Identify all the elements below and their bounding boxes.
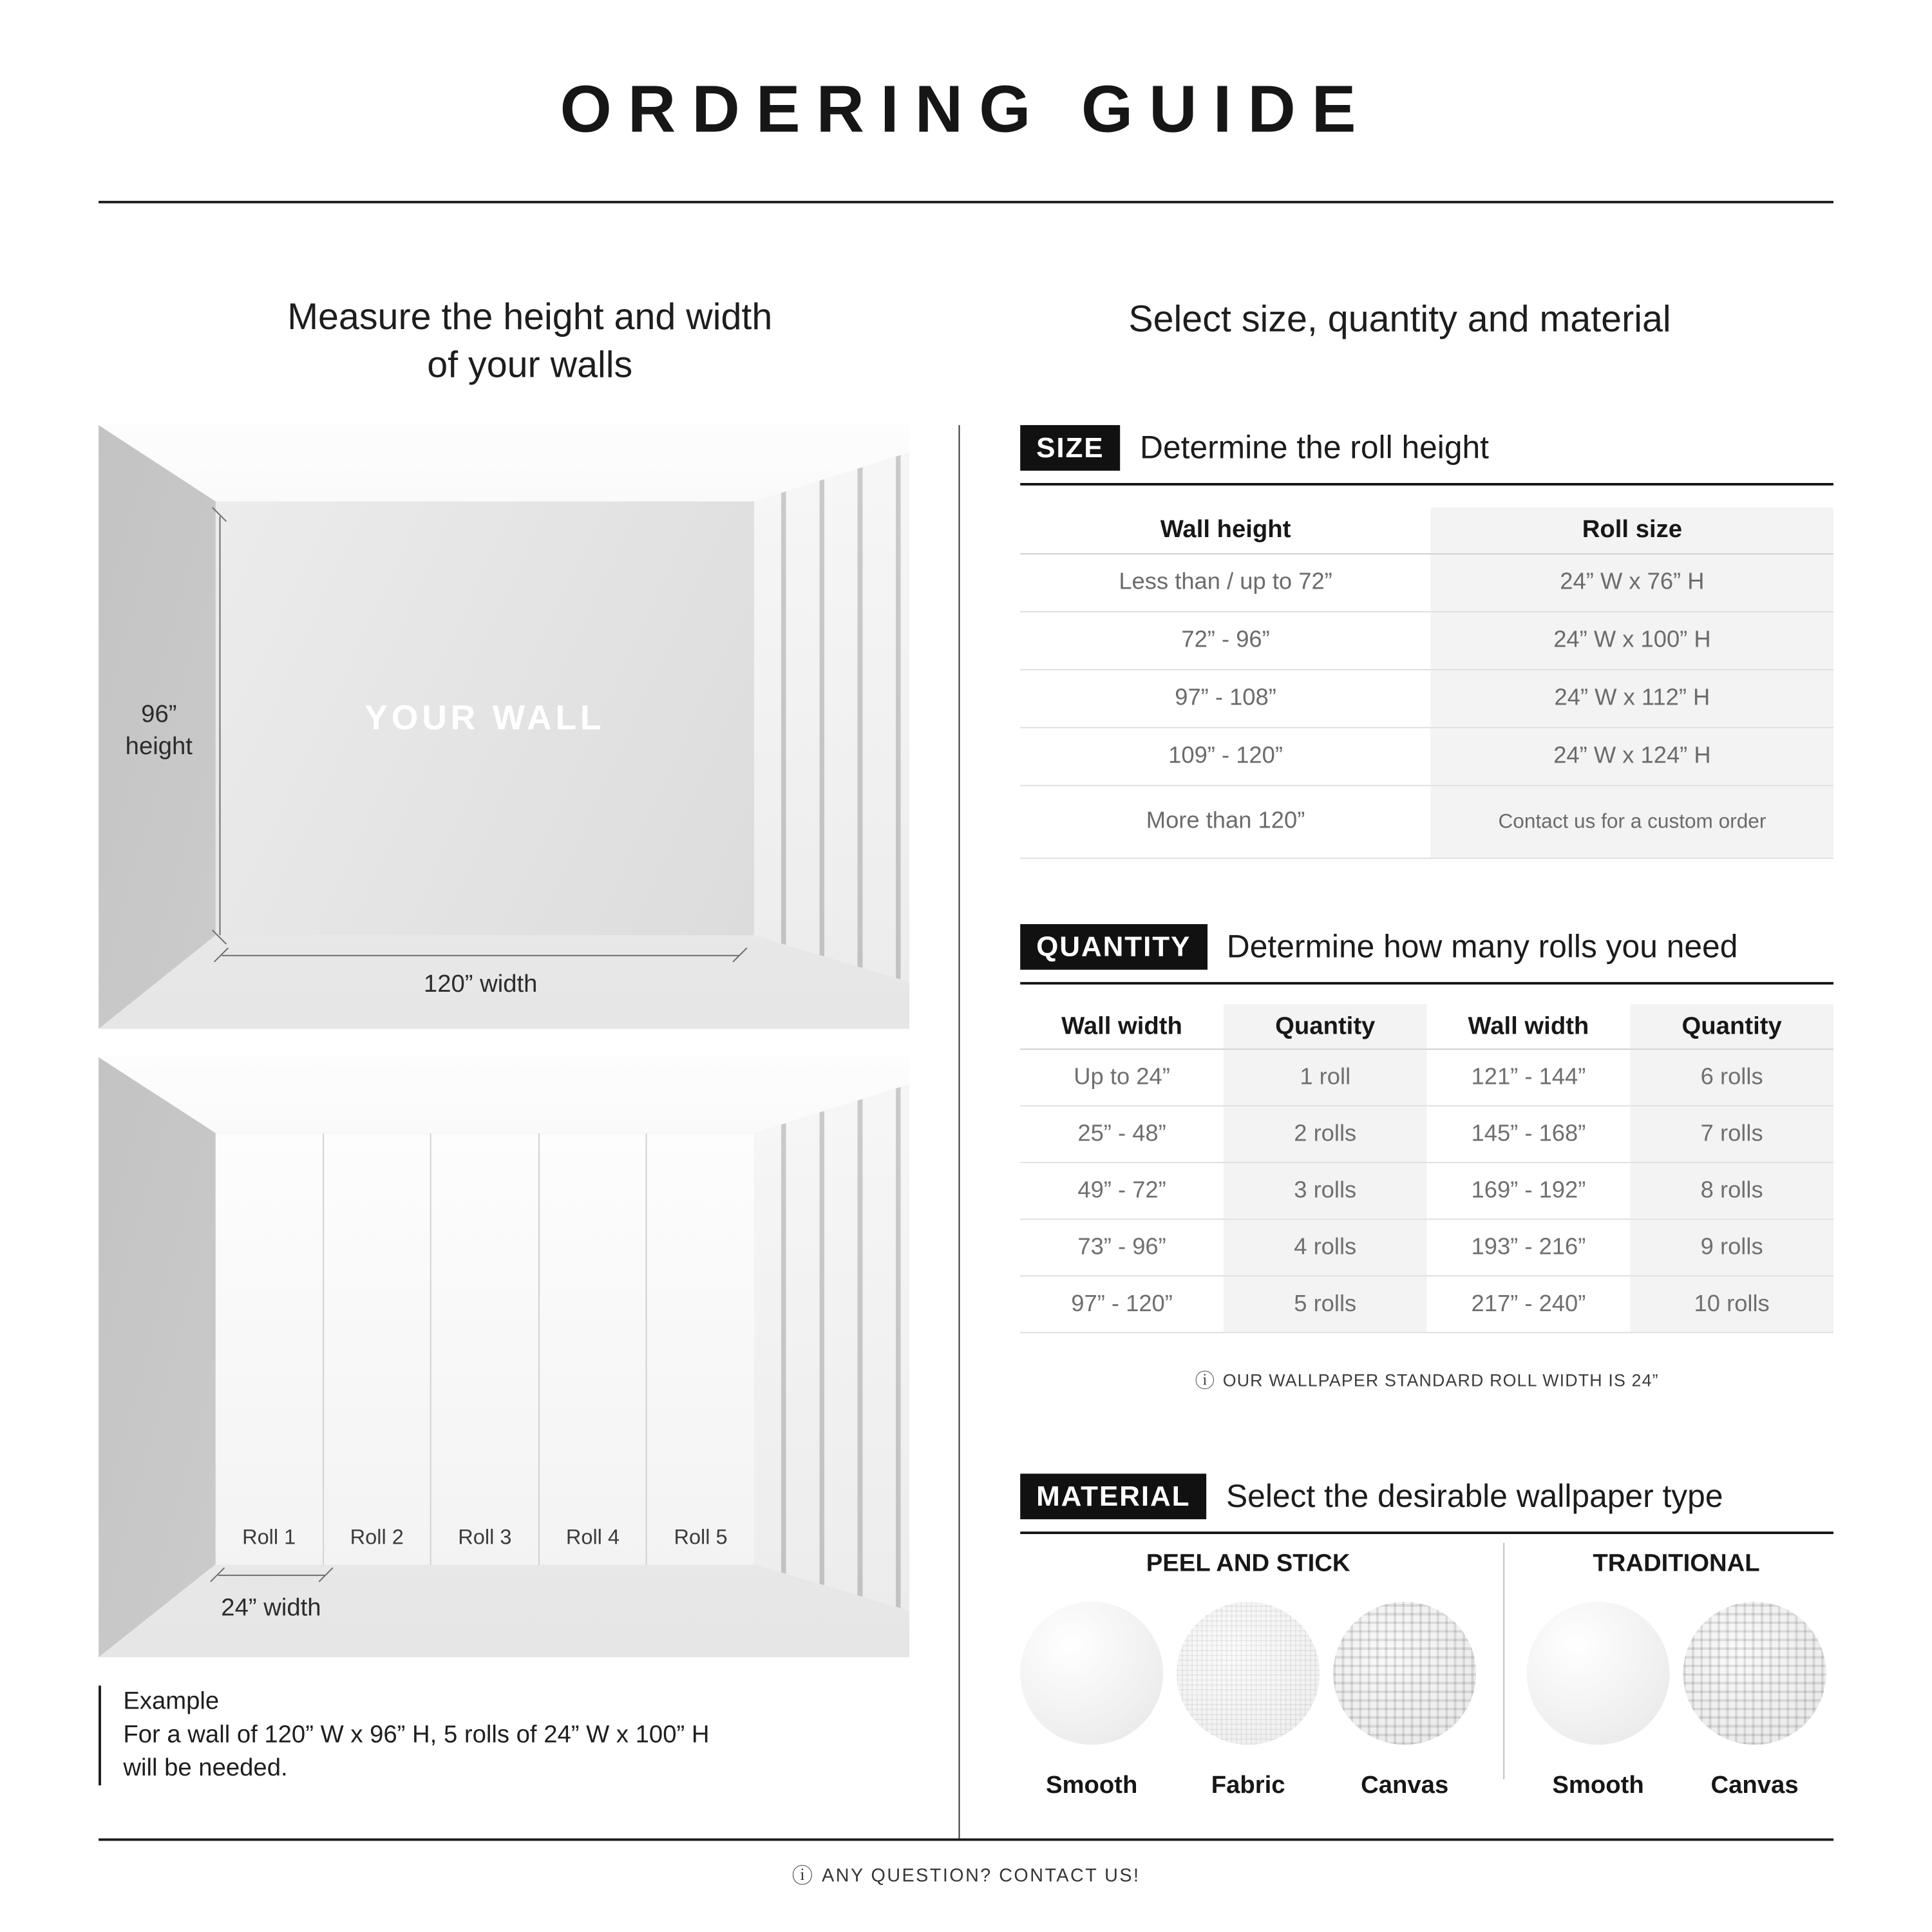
quantity-table-row	[1020, 1220, 1833, 1276]
your-wall-label: YOUR WALL	[365, 698, 605, 737]
roll-panel-label: Roll 4	[565, 1524, 620, 1549]
example-line2: will be needed.	[123, 1754, 288, 1782]
size-table-row	[1020, 728, 1833, 786]
peel-fabric-swatch	[1177, 1602, 1320, 1745]
roll-size-value: 24” W x 76” H	[1431, 554, 1833, 611]
roll-panel	[540, 1133, 648, 1564]
roll-note-text: OUR WALLPAPER STANDARD ROLL WIDTH IS 24”	[1222, 1370, 1659, 1390]
left-column-heading	[135, 293, 924, 389]
your-wall-surface	[216, 502, 754, 936]
wall-height-value: Less than / up to 72”	[1119, 569, 1332, 596]
size-col-wall-height: Wall height	[1160, 516, 1291, 544]
quantity-table-row	[1020, 1276, 1833, 1333]
wall-width-value: 97” - 120”	[1071, 1291, 1173, 1317]
roll-size-value: 24” W x 100” H	[1431, 612, 1833, 669]
size-col-roll-size: Roll size	[1431, 507, 1833, 553]
wallpaper-roll-panels	[216, 1133, 754, 1564]
size-table	[1020, 507, 1833, 858]
quantity-badge: QUANTITY	[1020, 924, 1207, 970]
height-dimension-label	[106, 699, 213, 762]
quantity-table-row	[1020, 1106, 1833, 1163]
footer-note-text: ANY QUESTION? CONTACT US!	[822, 1865, 1141, 1887]
info-icon: ⓘ	[1195, 1371, 1216, 1393]
quantity-value: 10 rolls	[1630, 1276, 1833, 1332]
wall-width-value: 145” - 168”	[1471, 1121, 1586, 1147]
peel-smooth-label: Smooth	[1045, 1772, 1138, 1799]
quantity-value: 6 rolls	[1630, 1050, 1833, 1105]
top-divider	[99, 201, 1833, 204]
right-column-heading: Select size, quantity and material	[1128, 299, 1671, 341]
traditional-smooth-label: Smooth	[1552, 1772, 1644, 1799]
size-badge: SIZE	[1020, 425, 1120, 471]
size-table-row	[1020, 612, 1833, 670]
quantity-value: 7 rolls	[1630, 1106, 1833, 1162]
quantity-value: 9 rolls	[1630, 1220, 1833, 1275]
wall-width-value: Up to 24”	[1074, 1064, 1170, 1090]
wall-width-value: 73” - 96”	[1077, 1234, 1166, 1260]
quantity-section-title: Determine how many rolls you need	[1226, 927, 1738, 965]
roll-panel	[216, 1133, 324, 1564]
height-dimension-line	[220, 516, 221, 936]
wall-height-value: 109” - 120”	[1168, 743, 1283, 769]
size-table-row	[1020, 786, 1833, 859]
traditional-group-title: TRADITIONAL	[1593, 1549, 1760, 1578]
quantity-table-row	[1020, 1050, 1833, 1106]
wall-width-value: 25” - 48”	[1077, 1121, 1166, 1147]
roll-panel-label: Roll 3	[458, 1524, 512, 1549]
qty-col-quantity: Quantity	[1224, 1004, 1427, 1048]
left-heading-line1: Measure the height and width	[287, 297, 773, 338]
peel-and-stick-group-title: PEEL AND STICK	[1146, 1549, 1350, 1578]
peel-fabric-label: Fabric	[1211, 1772, 1285, 1799]
info-icon: ⓘ	[791, 1864, 815, 1888]
roll-panel	[431, 1133, 540, 1564]
width-dimension-label: 120” width	[423, 971, 538, 998]
quantity-value: 2 rolls	[1224, 1106, 1427, 1162]
quantity-table	[1020, 1004, 1833, 1333]
quantity-value: 4 rolls	[1224, 1220, 1427, 1275]
room-illustration-rolls	[99, 1057, 909, 1658]
quantity-value: 3 rolls	[1224, 1163, 1427, 1218]
wall-height-value: 97” - 108”	[1175, 685, 1276, 711]
wall-width-value: 169” - 192”	[1471, 1177, 1586, 1204]
quantity-value: 8 rolls	[1630, 1163, 1833, 1218]
footer-contact-note	[0, 1858, 1932, 1889]
roll-panel	[323, 1133, 431, 1564]
height-word: height	[125, 733, 193, 761]
roll-panel-label: Roll 1	[242, 1524, 296, 1549]
room-illustration-measure	[99, 425, 909, 1029]
bottom-divider	[99, 1839, 1833, 1841]
quantity-section-header	[1020, 924, 1833, 985]
example-block	[99, 1685, 922, 1785]
height-value: 96”	[141, 701, 177, 728]
roll-panel	[647, 1133, 754, 1564]
roll-size-value: Contact us for a custom order	[1431, 786, 1833, 858]
quantity-value: 1 roll	[1224, 1050, 1427, 1105]
wall-width-value: 121” - 144”	[1471, 1064, 1586, 1090]
size-section-title: Determine the roll height	[1140, 428, 1490, 466]
material-badge: MATERIAL	[1020, 1473, 1206, 1519]
quantity-table-row	[1020, 1163, 1833, 1220]
traditional-smooth-swatch	[1527, 1602, 1670, 1745]
qty-col-quantity: Quantity	[1630, 1004, 1833, 1048]
wall-height-value: More than 120”	[1146, 808, 1305, 835]
roll-size-value: 24” W x 124” H	[1431, 728, 1833, 785]
size-section-header	[1020, 425, 1833, 486]
roll-width-dimension-line	[218, 1575, 325, 1576]
column-divider	[959, 425, 960, 1839]
material-section-title: Select the desirable wallpaper type	[1226, 1477, 1723, 1515]
material-section-header	[1020, 1473, 1833, 1534]
traditional-canvas-swatch	[1683, 1602, 1826, 1745]
quantity-value: 5 rolls	[1224, 1276, 1427, 1332]
peel-smooth-swatch	[1020, 1602, 1163, 1745]
example-line1: For a wall of 120” W x 96” H, 5 rolls of 24” W x 100” H	[123, 1721, 710, 1748]
size-table-row	[1020, 554, 1833, 612]
wall-width-value: 193” - 216”	[1471, 1234, 1586, 1260]
page-title: ORDERING GUIDE	[560, 72, 1372, 147]
standard-roll-width-note	[1020, 1365, 1833, 1394]
roll-width-dimension-label: 24” width	[221, 1594, 321, 1622]
peel-canvas-label: Canvas	[1361, 1772, 1449, 1799]
qty-col-wall-width: Wall width	[1061, 1012, 1182, 1039]
roll-panel-label: Roll 5	[674, 1524, 728, 1549]
wall-height-value: 72” - 96”	[1181, 627, 1270, 654]
size-table-row	[1020, 670, 1833, 728]
wall-width-value: 49” - 72”	[1077, 1177, 1166, 1204]
material-group-divider	[1503, 1542, 1504, 1779]
size-table-header-row	[1020, 507, 1833, 554]
wall-width-value: 217” - 240”	[1471, 1291, 1586, 1317]
quantity-table-header-row	[1020, 1004, 1833, 1050]
traditional-canvas-label: Canvas	[1710, 1772, 1799, 1799]
example-title: Example	[123, 1688, 220, 1716]
width-dimension-line	[222, 955, 739, 956]
roll-size-value: 24” W x 112” H	[1431, 670, 1833, 727]
peel-canvas-swatch	[1333, 1602, 1476, 1745]
qty-col-wall-width: Wall width	[1468, 1012, 1589, 1039]
left-heading-line2: of your walls	[427, 345, 633, 386]
roll-panel-label: Roll 2	[350, 1524, 404, 1549]
